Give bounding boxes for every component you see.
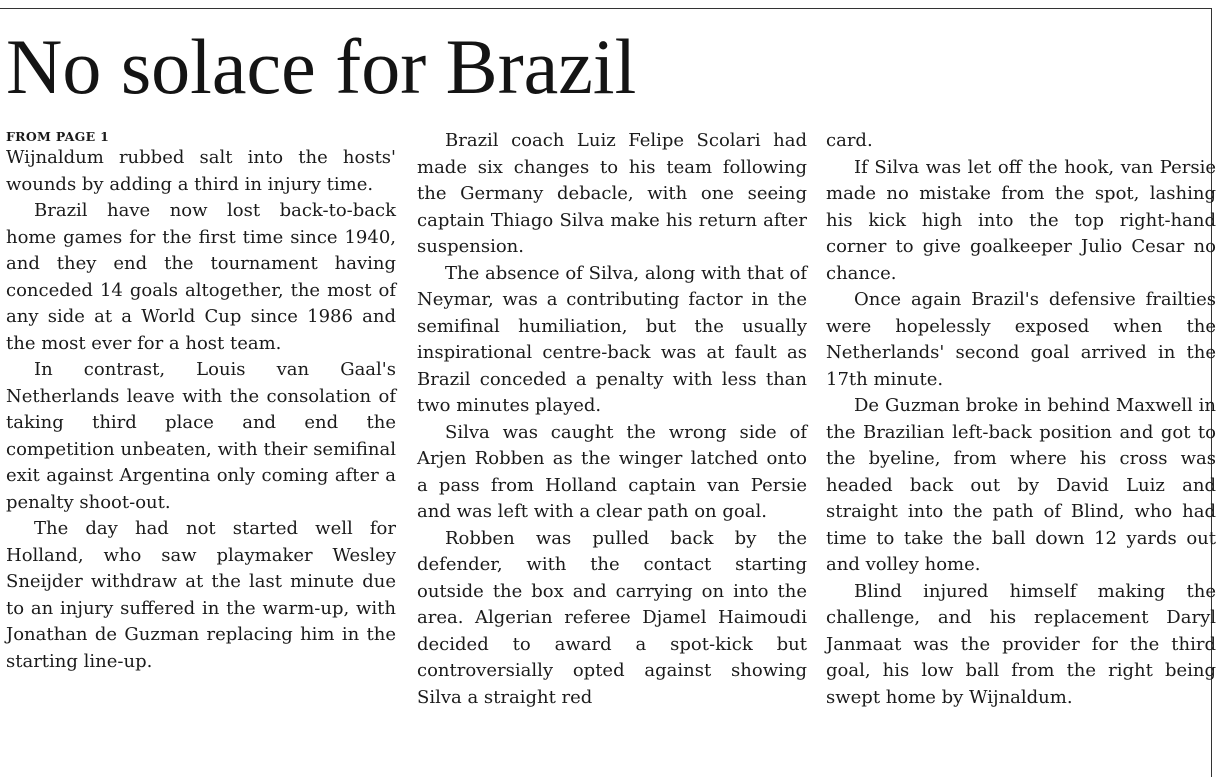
paragraph-continuation: card. <box>826 130 873 151</box>
article-column-3 <box>826 128 1216 711</box>
paragraph: In contrast, Louis van Gaal's Netherlands leave with the consolation of taking third place and end the competition unbeaten, with their semifinal exit against Argentina only coming after a penalty shoot-out. <box>6 359 396 513</box>
paragraph: Once again Brazil's defensive frailties were hopelessly exposed when the Netherlands' second goal arrived in the 17th minute. <box>826 289 1216 390</box>
paragraph: Wijnaldum rubbed salt into the hosts' wounds by adding a third in injury time. <box>6 147 396 195</box>
article-column-2 <box>417 128 807 711</box>
paragraph: Robben was pulled back by the defender, with the contact starting outside the box and carrying on into the area. Algerian referee Djamel Haimoudi decided to award a spot-kick but controversially opted against showing Silva a straight red <box>417 527 807 708</box>
paragraph: Silva was caught the wrong side of Arjen Robben as the winger latched onto a pass from Holland captain van Persie and was left with a clear path on goal. <box>417 421 807 522</box>
kicker-from-page: FROM PAGE 1 <box>6 129 110 144</box>
paragraph: De Guzman broke in behind Maxwell in the Brazilian left-back position and got to the byeline, from where his cross was headed back out by David Luiz and straight into the path of Blind, who had time to take the ball down 12 yards out and volley home. <box>826 395 1216 575</box>
paragraph: The absence of Silva, along with that of Neymar, was a contributing factor in the semifinal humiliation, but the usually inspirational centre-back was at fault as Brazil conceded a penalty with less than two minutes played. <box>417 262 807 416</box>
article-column-1 <box>6 128 396 675</box>
top-rule <box>0 8 1212 9</box>
paragraph: The day had not started well for Holland, who saw playmaker Wesley Sneijder withdraw at the last minute due to an injury suffered in the warm-up, with Jonathan de Guzman replacing him in the starting line-up. <box>6 518 396 672</box>
paragraph: If Silva was let off the hook, van Persie made no mistake from the spot, lashing his kick high into the top right-hand corner to give goalkeeper Julio Cesar no chance. <box>826 156 1216 284</box>
headline: No solace for Brazil <box>6 23 637 110</box>
paragraph: Brazil have now lost back-to-back home games for the first time since 1940, and they end the tournament having conceded 14 goals altogether, the most of any side at a World Cup since 1986 and the most ever for a host team. <box>6 200 396 354</box>
paragraph: Brazil coach Luiz Felipe Scolari had made six changes to his team following the Germany debacle, with one seeing captain Thiago Silva make his return after suspension. <box>417 130 807 257</box>
paragraph: Blind injured himself making the challenge, and his replacement Daryl Janmaat was the provider for the third goal, his low ball from the right being swept home by Wijnaldum. <box>826 580 1216 708</box>
